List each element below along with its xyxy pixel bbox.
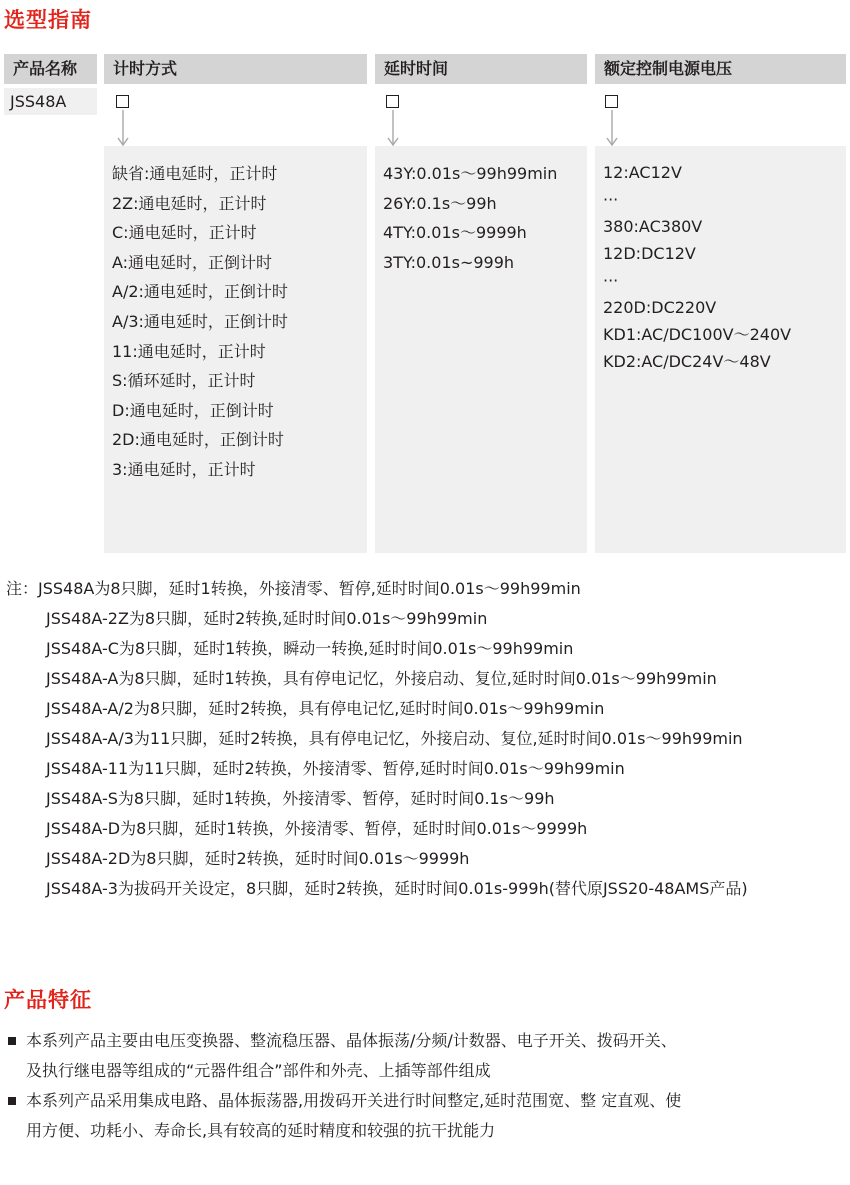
feature-text-line: 及执行继电器等组成的“元器件组合”部件和外壳、上插等部件组成 (26, 1061, 491, 1080)
voltage-option: 220D:DC220V (603, 298, 717, 317)
voltage-option: KD1:AC/DC100V～240V (603, 325, 792, 344)
note-line: JSS48A-D为8只脚，延时1转换，外接清零、暂停，延时时间0.01s～9999h (46, 819, 588, 838)
note-line: JSS48A-3为拔码开关设定，8只脚，延时2转换，延时时间0.01s-999h(替代原JSS20-48AMS产品) (46, 879, 748, 898)
feature-text-line: 本系列产品主要由电压变换器、整流稳压器、晶体振荡/分频/计数器、电子开关、拨码开关、 (26, 1031, 677, 1050)
note-line: JSS48A-2Z为8只脚，延时2转换,延时时间0.01s～99h99min (46, 609, 488, 628)
timing-mode-option: A:通电延时，正倒计时 (112, 252, 273, 272)
note-line: JSS48A-S为8只脚，延时1转换，外接清零、暂停，延时时间0.1s～99h (46, 789, 555, 808)
timing-mode-option: A/2:通电延时，正倒计时 (112, 282, 288, 302)
feature-text-line: 本系列产品采用集成电路、晶体振荡器,用拨码开关进行时间整定,延时范围宽、整 定直观、使 (26, 1091, 682, 1110)
voltage-options-panel (595, 146, 846, 553)
timing-mode-arrow-icon (111, 108, 135, 148)
timing-mode-option: 2Z:通电延时，正计时 (112, 193, 267, 213)
delay-time-option: 43Y:0.01s～99h99min (383, 164, 558, 183)
note-line: 注：JSS48A为8只脚，延时1转换，外接清零、暂停,延时时间0.01s～99h99min (6, 579, 581, 598)
timing-mode-option: 缺省:通电延时，正计时 (112, 164, 278, 183)
voltage-placeholder-box-icon (605, 95, 618, 108)
voltage-option: ··· (603, 190, 619, 209)
header-product-name: 产品名称 (4, 54, 97, 84)
notes-block (6, 574, 748, 904)
square-bullet-icon (8, 1097, 16, 1105)
note-line: JSS48A-A/2为8只脚，延时2转换，具有停电记忆,延时时间0.01s～99h99min (46, 699, 605, 718)
note-line: JSS48A-2D为8只脚，延时2转换，延时时间0.01s～9999h (46, 849, 470, 868)
section-title-product-features: 产品特征 (4, 988, 92, 1012)
timing-mode-option: 3:通电延时，正计时 (112, 459, 256, 479)
voltage-option: 12:AC12V (603, 163, 682, 182)
timing-mode-option: 2D:通电延时，正倒计时 (112, 430, 284, 450)
timing-mode-option: C:通电延时，正计时 (112, 223, 257, 243)
square-bullet-icon (8, 1037, 16, 1045)
voltage-option: 12D:DC12V (603, 244, 696, 263)
timing-mode-option: 11:通电延时，正计时 (112, 341, 266, 361)
delay-time-option: 26Y:0.1s～99h (383, 193, 497, 213)
header-rated-voltage: 额定控制电源电压 (595, 54, 846, 84)
note-line: JSS48A-11为11只脚，延时2转换，外接清零、暂停,延时时间0.01s～99h99min (46, 759, 625, 778)
voltage-option: KD2:AC/DC24V～48V (603, 352, 771, 371)
header-timing-mode: 计时方式 (104, 54, 367, 84)
feature-item (8, 1086, 848, 1146)
note-line: JSS48A-C为8只脚，延时1转换，瞬动一转换,延时时间0.01s～99h99min (46, 639, 574, 658)
feature-item (8, 1026, 848, 1086)
header-delay-time: 延时时间 (375, 54, 587, 84)
timing-mode-options-panel (104, 146, 367, 553)
delay-time-arrow-icon (381, 108, 405, 148)
note-line: JSS48A-A/3为11只脚，延时2转换，具有停电记忆，外接启动、复位,延时时间0.01s～99h99min (46, 729, 743, 748)
note-line: JSS48A-A为8只脚，延时1转换，具有停电记忆，外接启动、复位,延时时间0.01s～99h99min (46, 669, 717, 688)
timing-mode-option: A/3:通电延时，正倒计时 (112, 311, 288, 331)
features-list (8, 1026, 848, 1146)
delay-time-option: 3TY:0.01s~999h (383, 252, 515, 272)
section-title-selection-guide: 选型指南 (4, 8, 92, 32)
delay-time-options-panel (375, 146, 587, 553)
delay-time-option: 4TY:0.01s～9999h (383, 223, 527, 243)
model-cell: JSS48A (4, 88, 97, 115)
voltage-option: 380:AC380V (603, 217, 703, 236)
timing-mode-option: D:通电延时，正倒计时 (112, 400, 274, 420)
voltage-arrow-icon (600, 108, 624, 148)
feature-text-line: 用方便、功耗小、寿命长,具有较高的延时精度和较强的抗干扰能力 (26, 1121, 496, 1140)
delay-time-placeholder-box-icon (386, 95, 399, 108)
voltage-option: ··· (603, 271, 619, 290)
timing-mode-placeholder-box-icon (116, 95, 129, 108)
timing-mode-option: S:循环延时，正计时 (112, 371, 256, 391)
